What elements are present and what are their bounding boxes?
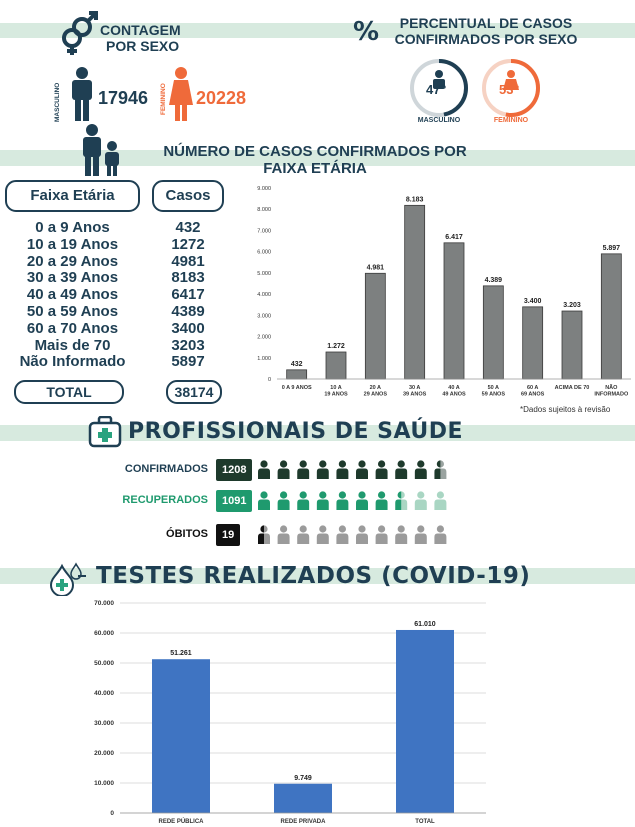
bar-value-label: 4.389 xyxy=(484,276,503,284)
faixa-row-label: Mais de 70 xyxy=(34,336,111,354)
person-icon xyxy=(297,460,309,479)
bar xyxy=(274,784,332,813)
bar-value-label: 8.183 xyxy=(405,196,424,204)
medical-kit-icon xyxy=(88,416,122,448)
person-icon xyxy=(395,491,407,510)
prof-people-pictogram xyxy=(252,524,467,546)
person-icon xyxy=(415,525,427,544)
percentual-title: PERCENTUAL DE CASOS CONFIRMADOS POR SEXO xyxy=(394,15,578,47)
person-icon xyxy=(376,491,388,510)
prof-count-badge: 1208 xyxy=(216,459,252,481)
y-tick-label: 0 xyxy=(267,377,271,383)
bar xyxy=(326,352,346,379)
person-icon xyxy=(258,525,270,544)
category-label: 0 A 9 ANOS xyxy=(281,385,312,391)
person-icon xyxy=(297,525,309,544)
prof-label: RECUPERADOS xyxy=(122,494,208,506)
person-icon xyxy=(258,460,270,479)
faixa-row-label: Não Informado xyxy=(19,353,126,371)
testes-title: TESTES REALIZADOS (COVID-19) xyxy=(96,563,531,589)
bar-value-label: 432 xyxy=(290,360,303,368)
person-icon xyxy=(376,525,388,544)
bar xyxy=(396,630,454,813)
person-icon xyxy=(297,491,309,510)
total-value: 38174 xyxy=(166,380,222,404)
tests-bar-chart xyxy=(60,595,490,827)
person-icon xyxy=(278,460,290,479)
person-icon xyxy=(356,460,368,479)
faixa-row-casos: 3400 xyxy=(171,319,205,337)
male-person-icon xyxy=(70,67,94,121)
bar xyxy=(523,307,543,379)
faixa-row-casos: 5897 xyxy=(171,353,205,371)
person-icon xyxy=(395,525,407,544)
bar-value-label: 1.272 xyxy=(327,343,345,351)
fem-count: 20228 xyxy=(196,88,247,108)
col-header-casos: Casos xyxy=(152,180,224,212)
faixa-row-label: 0 a 9 Anos xyxy=(35,219,110,236)
category-label: NÃO INFORMADO xyxy=(594,385,629,398)
prof-count-badge: 1091 xyxy=(216,490,252,512)
person-icon xyxy=(376,460,388,479)
prof-label: ÓBITOS xyxy=(166,528,208,540)
y-tick-label: 4.000 xyxy=(257,292,271,299)
faixa-row-label: 30 a 39 Anos xyxy=(26,269,119,287)
y-tick-label: 9.000 xyxy=(257,186,271,192)
person-icon xyxy=(336,460,348,479)
bar-value-label: 5.897 xyxy=(602,244,621,252)
percent-symbol: % xyxy=(353,17,380,47)
y-tick-label: 20.000 xyxy=(94,750,114,757)
y-tick-label: 5.000 xyxy=(257,270,271,277)
y-tick-label: 1.000 xyxy=(257,355,271,362)
age-bar-chart xyxy=(255,180,635,405)
bar-value-label: 9.749 xyxy=(294,774,312,782)
y-tick-label: 40.000 xyxy=(94,690,114,697)
person-icon xyxy=(317,460,329,479)
faixa-row-label: 40 a 49 Anos xyxy=(26,286,119,304)
total-label: TOTAL xyxy=(14,380,124,404)
faixa-row-casos: 4389 xyxy=(171,303,205,320)
faixa-row-label: 10 a 19 Anos xyxy=(26,235,119,253)
bar-value-label: 61.010 xyxy=(414,620,436,628)
bar-value-label: 6.417 xyxy=(445,233,463,241)
y-tick-label: 70.000 xyxy=(94,600,114,607)
family-icon xyxy=(80,124,122,176)
bar-value-label: 3.203 xyxy=(563,302,581,310)
prof-people-pictogram xyxy=(252,459,467,481)
y-tick-label: 8.000 xyxy=(257,207,271,214)
faixa-row-casos: 8183 xyxy=(171,269,205,287)
person-icon xyxy=(434,525,446,544)
person-icon xyxy=(415,491,427,510)
y-tick-label: 2.000 xyxy=(257,334,271,341)
y-tick-label: 0 xyxy=(110,810,114,817)
bar xyxy=(562,311,582,379)
fem-vertical-label: FEMININO xyxy=(160,83,167,115)
faixa-title: NÚMERO DE CASOS CONFIRMADOS POR FAIXA ETÁRIA xyxy=(163,143,467,177)
female-person-icon xyxy=(168,67,194,121)
bar xyxy=(405,205,425,379)
bar xyxy=(601,254,621,379)
bar-value-label: 3.400 xyxy=(523,297,542,305)
person-icon xyxy=(395,460,407,479)
faixa-row-casos: 1272 xyxy=(171,235,205,253)
category-label: 20 A 29 ANOS xyxy=(363,385,388,398)
bar-value-label: 51.261 xyxy=(170,650,192,658)
masc-percent-label: MASCULINO xyxy=(417,117,461,124)
prof-count-badge: 19 xyxy=(216,524,240,546)
fem-percent-value: 53% xyxy=(499,82,519,97)
prof-label: CONFIRMADOS xyxy=(124,463,208,475)
fem-percent-label: FEMININO xyxy=(493,117,529,124)
category-label: 30 A 39 ANOS xyxy=(402,385,427,398)
person-icon xyxy=(317,491,329,510)
person-icon xyxy=(415,460,427,479)
category-label: 10 A 19 ANOS xyxy=(324,385,348,398)
person-icon xyxy=(278,491,290,510)
test-drop-icon xyxy=(46,562,88,596)
faixa-row-casos: 432 xyxy=(175,219,201,236)
bar xyxy=(483,286,503,379)
masc-vertical-label: MASCULINO xyxy=(54,82,61,122)
bar xyxy=(444,243,464,379)
y-tick-label: 50.000 xyxy=(94,660,114,667)
category-label: TOTAL xyxy=(415,819,435,825)
category-label: 40 A 49 ANOS xyxy=(442,385,466,398)
person-icon xyxy=(434,460,446,479)
y-tick-label: 30.000 xyxy=(94,720,114,727)
profissionais-title: PROFISSIONAIS DE SAÚDE xyxy=(128,419,463,444)
category-label: 50 A 59 ANOS xyxy=(481,385,506,398)
category-label: REDE PÚBLICA xyxy=(158,819,204,825)
person-icon xyxy=(356,525,368,544)
faixa-row-casos: 4981 xyxy=(171,252,205,270)
person-icon xyxy=(336,491,348,510)
person-icon xyxy=(258,491,270,510)
y-tick-label: 3.000 xyxy=(257,313,271,320)
person-icon xyxy=(356,491,368,510)
faixa-row-casos: 3203 xyxy=(171,336,205,354)
bar xyxy=(287,370,307,379)
data-note: *Dados sujeitos à revisão xyxy=(520,405,611,414)
faixa-row-label: 50 a 59 Anos xyxy=(26,303,119,320)
sexo-title: CONTAGEM POR SEXO xyxy=(100,22,181,54)
gender-symbol-icon xyxy=(56,10,100,56)
person-icon xyxy=(317,525,329,544)
bar xyxy=(365,273,385,379)
person-icon xyxy=(434,491,446,510)
person-icon xyxy=(336,525,348,544)
masc-count: 17946 xyxy=(98,88,149,108)
faixa-row-label: 60 a 70 Anos xyxy=(26,319,119,337)
bar xyxy=(152,659,210,813)
category-label: 60 A 69 ANOS xyxy=(520,385,545,398)
masc-percent-value: 47% xyxy=(426,82,446,97)
category-label: REDE PRIVADA xyxy=(280,819,326,825)
bar-value-label: 4.981 xyxy=(366,264,385,272)
person-icon xyxy=(278,525,290,544)
faixa-row-casos: 6417 xyxy=(171,286,205,304)
prof-people-pictogram xyxy=(252,490,467,512)
category-label: ACIMA DE 70 xyxy=(554,385,590,391)
col-header-faixa: Faixa Etária xyxy=(5,180,140,212)
y-tick-label: 10.000 xyxy=(94,780,114,787)
y-tick-label: 6.000 xyxy=(257,249,271,256)
y-tick-label: 7.000 xyxy=(257,228,271,235)
faixa-row-label: 20 a 29 Anos xyxy=(26,252,119,270)
y-tick-label: 60.000 xyxy=(94,630,114,637)
